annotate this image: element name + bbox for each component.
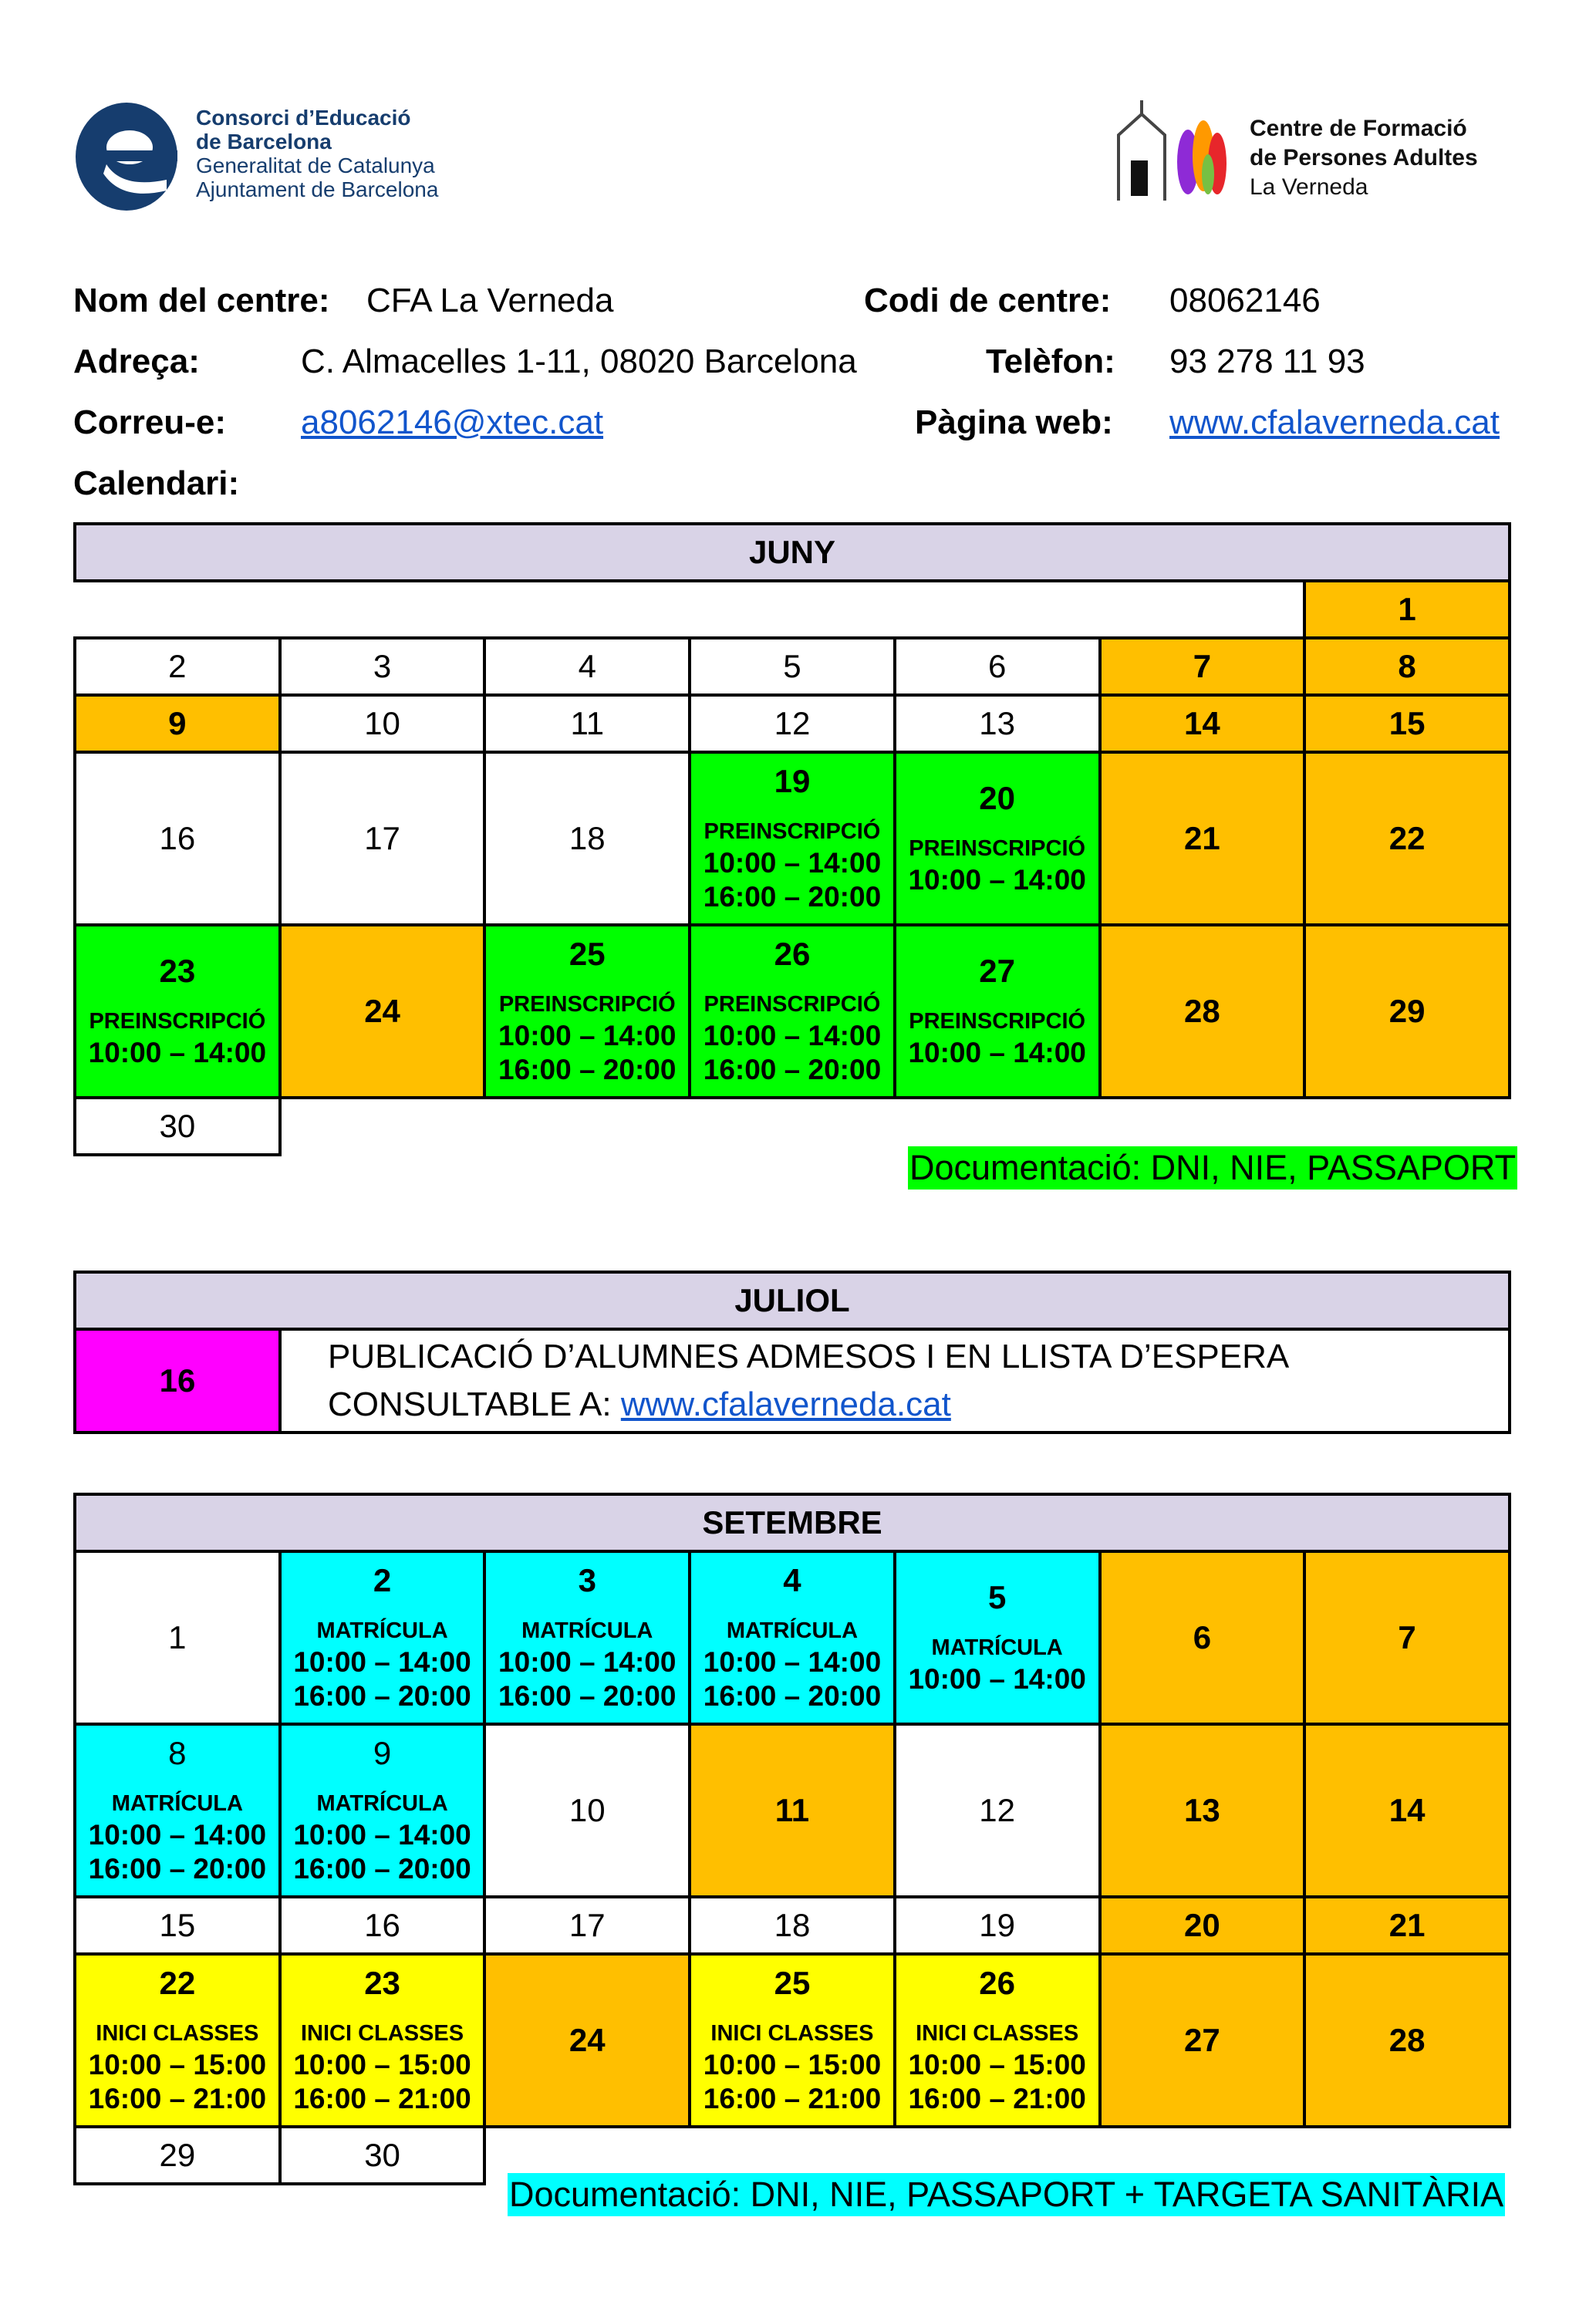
week-row [75, 638, 1510, 695]
setembre-day-15 [75, 1897, 280, 1954]
juny-day-28 [1100, 925, 1305, 1098]
event-time: 16:00 – 20:00 [703, 881, 882, 913]
setembre-day-14 [1304, 1724, 1510, 1897]
event-label: INICI CLASSES [916, 2021, 1079, 2046]
day-number: 14 [1388, 1792, 1426, 1828]
event-label: INICI CLASSES [710, 2021, 874, 2046]
juny-day-2 [75, 638, 280, 695]
day-number: 7 [1398, 1619, 1416, 1655]
event-time: 10:00 – 14:00 [293, 1819, 471, 1851]
publicacio-line-2 [328, 1381, 1508, 1429]
event-label: PREINSCRIPCIÓ [498, 992, 676, 1017]
day-number: 20 [1184, 1907, 1220, 1943]
juny-day-8 [1304, 638, 1510, 695]
event-time: 10:00 – 15:00 [88, 2049, 267, 2080]
setembre-day-11 [690, 1724, 895, 1897]
juny-day-27 [895, 925, 1100, 1098]
day-number: 24 [364, 993, 400, 1029]
juny-day-19 [690, 752, 895, 925]
day-number: 2 [373, 1562, 392, 1598]
web-label: Pàgina web: [915, 403, 1113, 441]
telefon-value: 93 278 11 93 [1169, 343, 1365, 380]
event-label: MATRÍCULA [521, 1618, 653, 1643]
setembre-day-26 [895, 1954, 1100, 2127]
publicacio-web-link[interactable]: www.cfalaverneda.cat [620, 1385, 951, 1423]
event-label: PREINSCRIPCIÓ [909, 1009, 1086, 1034]
setembre-day-19 [895, 1897, 1100, 1954]
event-time: 10:00 – 15:00 [703, 2049, 882, 2080]
juny-day-11 [484, 695, 690, 752]
day-number: 16 [159, 820, 196, 856]
week-row [75, 1897, 1510, 1954]
empty-cell [75, 581, 1304, 638]
event-time: 10:00 – 14:00 [908, 1663, 1086, 1695]
juny-day-3 [280, 638, 485, 695]
consorci-logo [76, 103, 477, 218]
juny-calendar [73, 522, 1511, 1156]
event-time: 16:00 – 21:00 [88, 2083, 267, 2114]
juny-day-10 [280, 695, 485, 752]
juny-day-17 [280, 752, 485, 925]
day-number: 13 [979, 705, 1016, 741]
week-row [75, 1551, 1510, 1724]
event-label: MATRÍCULA [931, 1635, 1063, 1660]
day-number: 2 [168, 648, 187, 684]
day-number: 22 [159, 1965, 196, 2001]
juny-day-23 [75, 925, 280, 1098]
juny-day-21 [1100, 752, 1305, 925]
day-number: 23 [364, 1965, 400, 2001]
day-number: 27 [979, 953, 1016, 989]
setembre-day-1 [75, 1551, 280, 1724]
nom-value: CFA La Verneda [366, 282, 614, 319]
setembre-day-22 [75, 1954, 280, 2127]
day-number: 3 [578, 1562, 596, 1598]
juny-header: JUNY [75, 524, 1510, 581]
event-time: 16:00 – 20:00 [703, 1680, 882, 1712]
juliol-publicacio [280, 1329, 1510, 1433]
day-number: 18 [774, 1907, 811, 1943]
day-number: 20 [979, 780, 1016, 816]
day-number: 22 [1388, 820, 1426, 856]
day-number: 24 [569, 2022, 606, 2058]
cfa-logo-line-1: Centre de Formació [1250, 116, 1467, 141]
cfa-logo-line-2: de Persones Adultes [1250, 145, 1478, 170]
setembre-calendar [73, 1493, 1511, 2185]
juny-day-12 [690, 695, 895, 752]
day-number: 8 [1398, 648, 1416, 684]
juny-day-1 [1304, 581, 1510, 638]
week-row [75, 752, 1510, 925]
day-number: 6 [1193, 1619, 1212, 1655]
juny-day-25 [484, 925, 690, 1098]
event-time: 10:00 – 14:00 [88, 1819, 267, 1851]
juny-day-26 [690, 925, 895, 1098]
setembre-day-29 [75, 2127, 280, 2184]
day-number: 10 [569, 1792, 606, 1828]
juny-day-5 [690, 638, 895, 695]
event-label: MATRÍCULA [316, 1618, 448, 1643]
setembre-day-2 [280, 1551, 485, 1724]
correu-label: Correu-e: [73, 403, 227, 441]
event-time: 10:00 – 14:00 [498, 1646, 677, 1678]
web-link[interactable]: www.cfalaverneda.cat [1169, 403, 1500, 441]
event-label: PREINSCRIPCIÓ [704, 819, 881, 844]
adreca-label: Adreça: [73, 343, 200, 380]
week-row [75, 1724, 1510, 1897]
setembre-day-17 [484, 1897, 690, 1954]
setembre-day-28 [1304, 1954, 1510, 2127]
setembre-day-25 [690, 1954, 895, 2127]
day-number: 15 [159, 1907, 196, 1943]
day-number: 3 [373, 648, 392, 684]
juny-documentation-note: Documentació: DNI, NIE, PASSAPORT [908, 1146, 1517, 1190]
codi-value: 08062146 [1169, 282, 1321, 319]
day-number: 14 [1184, 705, 1220, 741]
day-number: 9 [168, 705, 187, 741]
juny-day-6 [895, 638, 1100, 695]
day-number: 5 [783, 648, 801, 684]
event-time: 16:00 – 20:00 [293, 1680, 471, 1712]
event-time: 16:00 – 21:00 [293, 2083, 471, 2114]
day-number: 18 [569, 820, 606, 856]
juny-day-9 [75, 695, 280, 752]
cfa-logo [1111, 100, 1543, 216]
day-number: 7 [1193, 648, 1212, 684]
setembre-day-3 [484, 1551, 690, 1724]
juny-day-22 [1304, 752, 1510, 925]
day-number: 11 [570, 705, 605, 741]
event-time: 10:00 – 14:00 [908, 1037, 1086, 1068]
juny-day-30 [75, 1098, 280, 1155]
setembre-day-24 [484, 1954, 690, 2127]
day-number: 15 [1388, 705, 1426, 741]
event-time: 16:00 – 20:00 [703, 1054, 882, 1085]
event-time: 10:00 – 15:00 [293, 2049, 471, 2080]
juny-day-14 [1100, 695, 1305, 752]
day-number: 1 [1398, 591, 1416, 627]
day-number: 25 [774, 1965, 811, 2001]
event-label: PREINSCRIPCIÓ [89, 1009, 266, 1034]
setembre-day-7 [1304, 1551, 1510, 1724]
event-label: MATRÍCULA [111, 1791, 243, 1816]
event-time: 16:00 – 20:00 [293, 1853, 471, 1885]
setembre-day-20 [1100, 1897, 1305, 1954]
logo-line-1: Consorci d’Educació [196, 106, 411, 130]
event-label: PREINSCRIPCIÓ [704, 992, 881, 1017]
juny-day-15 [1304, 695, 1510, 752]
setembre-day-18 [690, 1897, 895, 1954]
day-number: 8 [168, 1735, 187, 1771]
event-time: 10:00 – 14:00 [88, 1037, 267, 1068]
day-number: 30 [159, 1108, 196, 1144]
cfa-logo-line-3: La Verneda [1250, 174, 1368, 200]
juny-day-24 [280, 925, 485, 1098]
day-number: 29 [159, 2137, 196, 2173]
setembre-day-9 [280, 1724, 485, 1897]
juny-day-16 [75, 752, 280, 925]
setembre-day-5 [895, 1551, 1100, 1724]
consorci-e-logo-icon [76, 103, 178, 211]
day-number: 19 [774, 763, 811, 799]
setembre-day-6 [1100, 1551, 1305, 1724]
cfa-chapel-leaves-icon [1111, 100, 1242, 208]
day-number: 1 [168, 1619, 187, 1655]
event-time: 10:00 – 14:00 [908, 864, 1086, 896]
day-number: 26 [774, 936, 811, 972]
setembre-day-16 [280, 1897, 485, 1954]
event-time: 10:00 – 14:00 [293, 1646, 471, 1678]
day-number: 17 [364, 820, 400, 856]
event-label: PREINSCRIPCIÓ [909, 836, 1086, 861]
juny-day-13 [895, 695, 1100, 752]
publicacio-line-1: PUBLICACIÓ D’ALUMNES ADMESOS I EN LLISTA D’ESPERA [328, 1338, 1290, 1375]
day-number: 26 [979, 1965, 1016, 2001]
day-number: 4 [783, 1562, 801, 1598]
setembre-day-27 [1100, 1954, 1305, 2127]
event-time: 16:00 – 21:00 [908, 2083, 1086, 2114]
week-row [75, 925, 1510, 1098]
event-time: 10:00 – 14:00 [703, 847, 882, 879]
day-number: 19 [979, 1907, 1016, 1943]
event-time: 10:00 – 14:00 [703, 1646, 882, 1678]
setembre-day-30 [280, 2127, 485, 2184]
event-time: 16:00 – 20:00 [498, 1054, 677, 1085]
event-label: INICI CLASSES [96, 2021, 259, 2046]
juliol-header: JULIOL [75, 1272, 1510, 1329]
setembre-header: SETEMBRE [75, 1494, 1510, 1551]
juliol-calendar [73, 1271, 1511, 1434]
setembre-documentation-note: Documentació: DNI, NIE, PASSAPORT + TARGETA SANITÀRIA [508, 2173, 1505, 2216]
day-number: 27 [1184, 2022, 1220, 2058]
day-number: 21 [1388, 1907, 1426, 1943]
juny-day-20 [895, 752, 1100, 925]
day-number: 12 [774, 705, 811, 741]
event-time: 10:00 – 14:00 [498, 1020, 677, 1051]
event-label: MATRÍCULA [316, 1791, 448, 1816]
nom-label: Nom del centre: [73, 282, 330, 319]
day-number: 25 [569, 936, 606, 972]
week-row [75, 1954, 1510, 2127]
juny-day-18 [484, 752, 690, 925]
codi-label: Codi de centre: [864, 282, 1112, 319]
day-number: 9 [373, 1735, 392, 1771]
setembre-day-8 [75, 1724, 280, 1897]
event-label: MATRÍCULA [726, 1618, 859, 1643]
day-number: 12 [979, 1792, 1016, 1828]
juliol-day-16: 16 [75, 1329, 280, 1433]
day-number: 10 [364, 705, 400, 741]
setembre-day-21 [1304, 1897, 1510, 1954]
day-number: 4 [578, 648, 596, 684]
setembre-day-12 [895, 1724, 1100, 1897]
consultable-label: CONSULTABLE A: [328, 1385, 621, 1423]
week-row [75, 581, 1510, 638]
day-number: 23 [159, 953, 196, 989]
day-number: 28 [1388, 2022, 1426, 2058]
event-time: 16:00 – 21:00 [703, 2083, 882, 2114]
juny-day-29 [1304, 925, 1510, 1098]
setembre-day-4 [690, 1551, 895, 1724]
setembre-day-13 [1100, 1724, 1305, 1897]
day-number: 11 [774, 1792, 810, 1828]
day-number: 21 [1184, 820, 1220, 856]
day-number: 30 [364, 2137, 400, 2173]
day-number: 17 [569, 1907, 606, 1943]
correu-link[interactable]: a8062146@xtec.cat [301, 403, 604, 441]
day-number: 5 [987, 1579, 1007, 1615]
telefon-label: Telèfon: [986, 343, 1115, 380]
day-number: 16 [364, 1907, 400, 1943]
day-number: 28 [1184, 993, 1220, 1029]
event-time: 10:00 – 15:00 [908, 2049, 1086, 2080]
setembre-day-10 [484, 1724, 690, 1897]
event-time: 10:00 – 14:00 [703, 1020, 882, 1051]
event-time: 16:00 – 20:00 [88, 1853, 267, 1885]
logo-line-4: Ajuntament de Barcelona [196, 177, 439, 201]
calendari-label: Calendari: [73, 464, 240, 502]
day-number: 29 [1388, 993, 1426, 1029]
juny-day-4 [484, 638, 690, 695]
day-number: 6 [987, 648, 1007, 684]
adreca-value: C. Almacelles 1-11, 08020 Barcelona [301, 343, 857, 380]
setembre-day-23 [280, 1954, 485, 2127]
event-time: 16:00 – 20:00 [498, 1680, 677, 1712]
logo-line-3: Generalitat de Catalunya [196, 154, 435, 177]
event-label: INICI CLASSES [301, 2021, 464, 2046]
juny-day-7 [1100, 638, 1305, 695]
day-number: 13 [1184, 1792, 1220, 1828]
logo-line-2: de Barcelona [196, 130, 332, 154]
week-row [75, 695, 1510, 752]
